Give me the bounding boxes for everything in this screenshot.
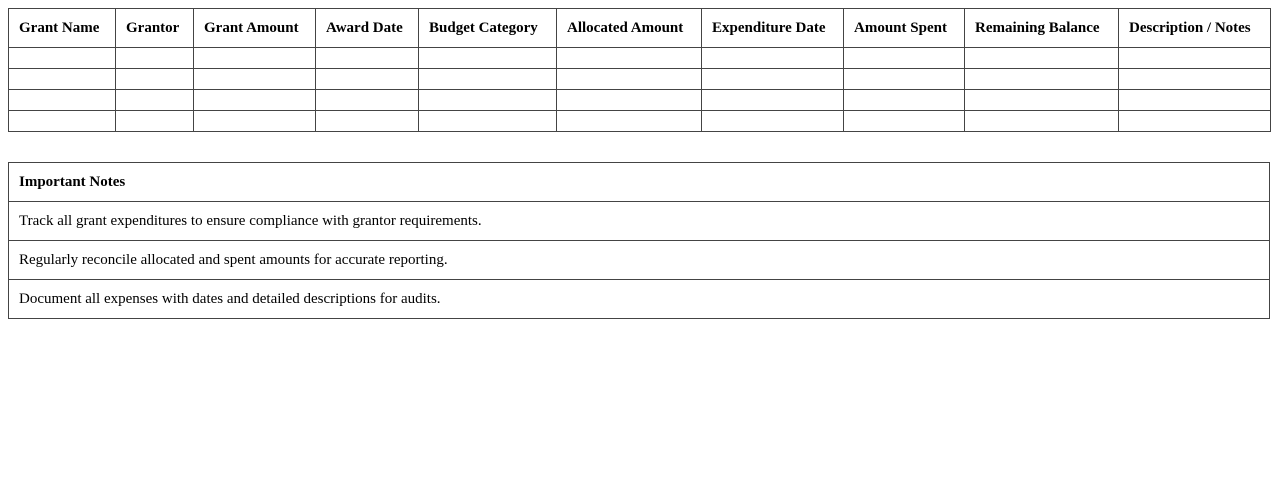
table-cell[interactable] [702,48,844,69]
table-cell[interactable] [9,90,116,111]
column-header-remaining-balance: Remaining Balance [965,9,1119,48]
table-cell[interactable] [965,111,1119,132]
table-cell[interactable] [965,90,1119,111]
column-header-description-notes: Description / Notes [1119,9,1271,48]
document-page [8,8,1270,319]
table-cell[interactable] [844,48,965,69]
list-item [9,202,1270,241]
column-header-allocated-amount: Allocated Amount [557,9,702,48]
table-cell[interactable] [1119,90,1271,111]
table-cell[interactable] [316,69,419,90]
table-row [9,48,1271,69]
column-header-budget-category: Budget Category [419,9,557,48]
column-header-award-date: Award Date [316,9,419,48]
column-header-grantor: Grantor [116,9,194,48]
table-cell[interactable] [316,90,419,111]
table-cell[interactable] [419,48,557,69]
table-cell[interactable] [116,90,194,111]
table-cell[interactable] [194,48,316,69]
important-notes-table [8,162,1270,319]
table-cell[interactable] [116,69,194,90]
table-cell[interactable] [1119,48,1271,69]
table-cell[interactable] [557,111,702,132]
table-cell[interactable] [194,111,316,132]
table-cell[interactable] [316,48,419,69]
list-item [9,241,1270,280]
table-cell[interactable] [702,111,844,132]
table-cell[interactable] [965,48,1119,69]
list-item [9,280,1270,319]
table-cell[interactable] [116,48,194,69]
table-cell[interactable] [557,90,702,111]
table-cell[interactable] [316,111,419,132]
table-cell[interactable] [194,69,316,90]
table-cell[interactable] [419,69,557,90]
table-cell[interactable] [844,90,965,111]
note-text: Document all expenses with dates and detailed descriptions for audits. [9,280,1270,319]
notes-header-row [9,163,1270,202]
table-cell[interactable] [1119,69,1271,90]
table-row [9,111,1271,132]
table-cell[interactable] [844,69,965,90]
table-row [9,69,1271,90]
column-header-expenditure-date: Expenditure Date [702,9,844,48]
table-cell[interactable] [1119,111,1271,132]
table-cell[interactable] [419,111,557,132]
notes-title: Important Notes [9,163,1270,202]
table-cell[interactable] [9,69,116,90]
table-cell[interactable] [116,111,194,132]
table-cell[interactable] [702,90,844,111]
table-cell[interactable] [844,111,965,132]
column-header-grant-name: Grant Name [9,9,116,48]
column-header-amount-spent: Amount Spent [844,9,965,48]
note-text: Regularly reconcile allocated and spent amounts for accurate reporting. [9,241,1270,280]
grant-tracking-table [8,8,1271,132]
table-cell[interactable] [419,90,557,111]
table-header-row [9,9,1271,48]
table-cell[interactable] [557,69,702,90]
table-cell[interactable] [194,90,316,111]
table-cell[interactable] [9,48,116,69]
note-text: Track all grant expenditures to ensure compliance with grantor requirements. [9,202,1270,241]
table-row [9,90,1271,111]
table-cell[interactable] [702,69,844,90]
table-cell[interactable] [557,48,702,69]
table-cell[interactable] [9,111,116,132]
table-cell[interactable] [965,69,1119,90]
column-header-grant-amount: Grant Amount [194,9,316,48]
